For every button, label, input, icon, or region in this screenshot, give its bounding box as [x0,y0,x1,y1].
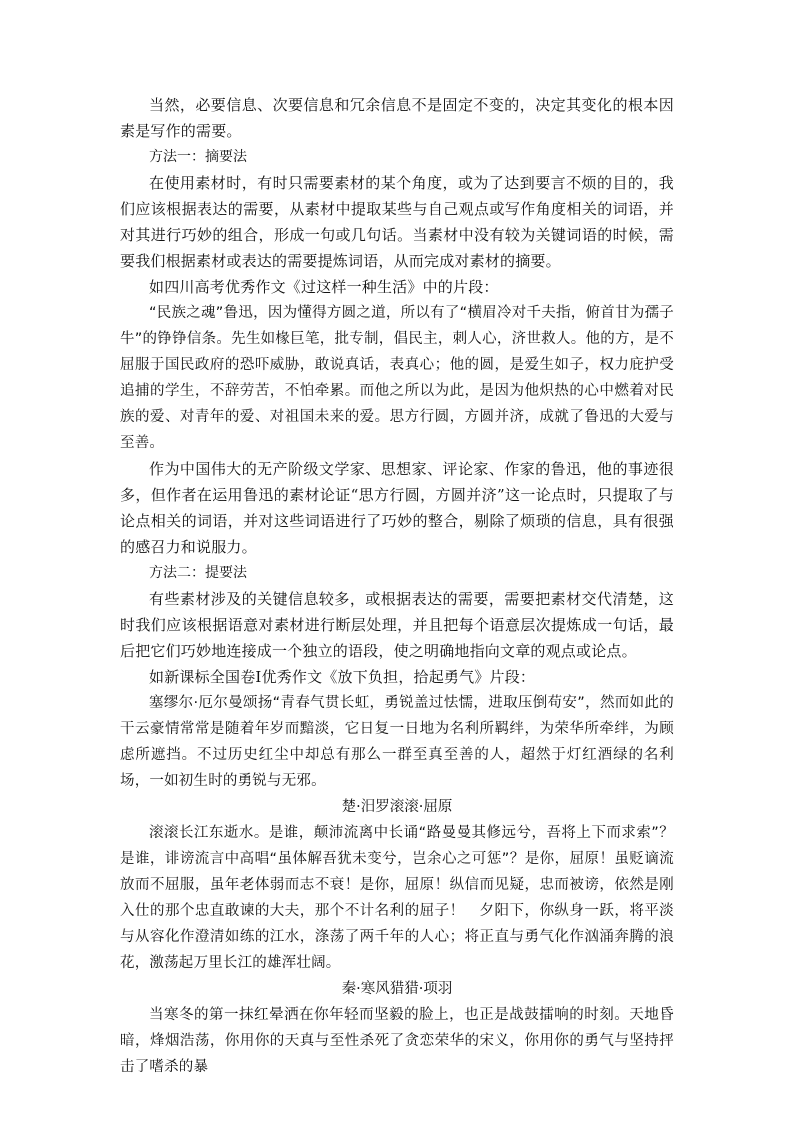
example-quote: 滚滚长江东逝水。是谁，颠沛流离中长诵“路曼曼其修远兮，吾将上下而求索”？是谁，诽谤流言中高唱“虽体解吾犹未变兮，岂余心之可惩”？是你，屈原！虽贬谪流放而不屈服，虽年老体弱而志不衰！是你，屈原！纵信而见疑，忠而被谤，依然是刚入仕的那个忠直敢谏的大夫，那个不计名利的屈子！ 夕阳下，你纵身一跃，将平淡与从容化作澄清如练的江水，涤荡了两千年的人心；将正直与勇气化作汹涌奔腾的浪花，激荡起万里长江的雄浑壮阔。 [120,825,674,971]
document-page [120,92,674,1080]
paragraph: 在使用素材时，有时只需要素材的某个角度，或为了达到要言不烦的目的，我们应该根据表达的需要，从素材中提取某些与自己观点或写作角度相关的词语，并对其进行巧妙的组合，形成一句或几句话。当素材中没有较为关键词语的时候，需要我们根据素材或表达的需要提炼词语，从而完成对素材的摘要。 [120,174,674,270]
example-quote: 塞缪尔·厄尔曼颂扬“青春气贯长虹，勇锐盖过怯懦，进取压倒苟安”，然而如此的干云豪情常常是随着年岁而黯淡，它日复一日地为名利所羁绊，为荣华所牵绊，为顾虑所遮挡。不过历史红尘中却总有那么一群至真至善的人，超然于灯红酒绿的名利场，一如初生时的勇锐与无邪。 [120,695,674,789]
paragraph: 作为中国伟大的无产阶级文学家、思想家、评论家、作家的鲁迅，他的事迹很多，但作者在运用鲁迅的素材论证“思方行圆，方圆并济”这一论点时，只提取了与论点相关的词语，并对这些词语进行了巧妙的整合，剔除了烦琐的信息，具有很强的感召力和说服力。 [120,460,674,556]
section-heading: 方法二：提要法 [149,565,247,581]
paragraph: 有些素材涉及的关键信息较多，或根据表达的需要，需要把素材交代清楚，这时我们应该根据语意对素材进行断层处理，并且把每个语意层次提炼成一句话，最后把它们巧妙地连接成一个独立的语段，使之明确地指向文章的观点或论点。 [120,590,674,660]
paragraph: 当然，必要信息、次要信息和冗余信息不是固定不变的，决定其变化的根本因素是写作的需要。 [120,96,674,140]
subsection-title: 秦·寒风猎猎·项羽 [341,981,453,997]
subsection-title: 楚·汨罗滚滚·屈原 [341,799,453,815]
example-quote: “民族之魂”鲁迅，因为懂得方圆之道，所以有了“横眉冷对千夫指，俯首甘为孺子牛”的铮铮信条。先生如椽巨笔，批专制，倡民主，刺人心，济世救人。他的方，是不屈服于国民政府的恐吓威胁，敢说真话，表真心；他的圆，是爱生如子，权力庇护受追捕的学生，不辞劳苦，不怕牵累。而他之所以为此，是因为他炽热的心中燃着对民族的爱、对青年的爱、对祖国未来的爱。思方行圆，方圆并济，成就了鲁迅的大爱与至善。 [120,305,674,451]
section-heading: 方法一：摘要法 [149,149,247,165]
example-quote: 当寒冬的第一抹红晕洒在你年轻而坚毅的脸上，也正是战鼓擂响的时刻。天地昏暗，烽烟浩荡，你用你的天真与至性杀死了贪恋荣华的宋义，你用你的勇气与坚持抨击了嗜杀的暴 [120,1007,674,1075]
paragraph: 如四川高考优秀作文《过这样一种生活》中的片段： [149,278,499,296]
paragraph: 如新课标全国卷Ⅰ优秀作文《放下负担，拾起勇气》片段： [149,668,536,686]
